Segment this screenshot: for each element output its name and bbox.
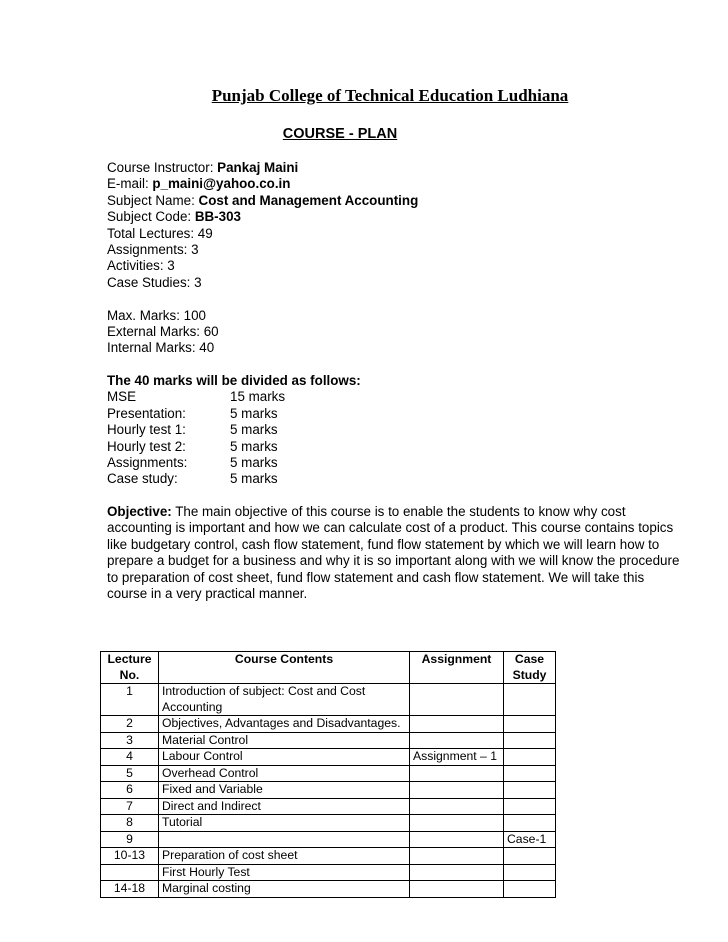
assignment-cell bbox=[410, 765, 504, 782]
subject-code-value: BB-303 bbox=[194, 209, 241, 225]
lecture-no: 8 bbox=[101, 815, 159, 832]
course-content: Introduction of subject: Cost and Cost Accounting bbox=[159, 684, 410, 716]
header-lecture-no: Lecture No. bbox=[101, 652, 159, 684]
assignments-count: Assignments: 3 bbox=[107, 241, 199, 257]
lecture-no: 9 bbox=[101, 831, 159, 848]
course-content: Labour Control bbox=[159, 749, 410, 766]
header-case-study: Case Study bbox=[504, 652, 556, 684]
objective-text: The main objective of this course is to enable the students to know why cost accounting is important and how we can calculate cost of a product. This course contains topics like budgetary control, cash flow statement, fund flow statement by which we will learn how to prepare a budget for a business and why it is so important along with we will know the procedure to preparation of cost sheet, fund flow statement and cash flow statement. We will take this course in a very practical manner. bbox=[107, 504, 680, 602]
table-header-row bbox=[101, 652, 556, 684]
table-row bbox=[101, 684, 556, 716]
marks-item-name: Hourly test 1: bbox=[107, 422, 186, 438]
marks-item-name: Presentation: bbox=[107, 405, 186, 421]
external-marks: External Marks: 60 bbox=[107, 323, 219, 339]
case-study-cell bbox=[504, 782, 556, 799]
table-row bbox=[101, 765, 556, 782]
marks-division-heading: The 40 marks will be divided as follows: bbox=[107, 373, 361, 389]
assignment-cell bbox=[410, 732, 504, 749]
table-row bbox=[101, 815, 556, 832]
case-study-cell bbox=[504, 765, 556, 782]
marks-item-name: Hourly test 2: bbox=[107, 438, 186, 454]
assignment-cell bbox=[410, 848, 504, 865]
assignment-cell bbox=[410, 881, 504, 898]
assignment-cell: Assignment – 1 bbox=[410, 749, 504, 766]
case-study-cell: Case-1 bbox=[504, 831, 556, 848]
objective-label: Objective: bbox=[107, 504, 172, 519]
course-plan-title: COURSE - PLAN bbox=[282, 126, 398, 142]
case-study-cell bbox=[504, 716, 556, 733]
marks-item-value: 5 marks bbox=[230, 455, 278, 471]
table-row bbox=[101, 864, 556, 881]
lecture-no bbox=[101, 864, 159, 881]
marks-item-value: 5 marks bbox=[230, 422, 278, 438]
internal-marks: Internal Marks: 40 bbox=[107, 340, 215, 356]
lecture-no: 1 bbox=[101, 684, 159, 716]
total-lectures: Total Lectures: 49 bbox=[107, 225, 213, 241]
lecture-no: 3 bbox=[101, 732, 159, 749]
marks-item bbox=[107, 389, 418, 405]
table-row bbox=[101, 749, 556, 766]
instructor-label: Course Instructor: bbox=[107, 160, 218, 175]
course-content: Marginal costing bbox=[159, 881, 410, 898]
email-value: p_maini@yahoo.co.in bbox=[152, 176, 291, 192]
lecture-no: 14-18 bbox=[101, 881, 159, 898]
marks-item bbox=[107, 406, 418, 422]
case-study-cell bbox=[504, 815, 556, 832]
email-label: E-mail: bbox=[107, 176, 153, 192]
marks-item bbox=[107, 455, 418, 471]
course-content: Objectives, Advantages and Disadvantages. bbox=[159, 716, 410, 733]
instructor-value: Pankaj Maini bbox=[217, 160, 299, 175]
course-content: Direct and Indirect bbox=[159, 798, 410, 815]
case-study-cell bbox=[504, 732, 556, 749]
marks-item-value: 15 marks bbox=[230, 389, 286, 405]
header-course-contents: Course Contents bbox=[159, 652, 410, 684]
course-plan-table bbox=[100, 651, 556, 898]
table-row bbox=[101, 848, 556, 865]
subject-code-label: Subject Code: bbox=[107, 209, 195, 225]
college-name: Punjab College of Technical Education Ludhiana bbox=[211, 86, 569, 105]
spacer bbox=[107, 291, 418, 307]
marks-item bbox=[107, 471, 418, 487]
lecture-no: 6 bbox=[101, 782, 159, 799]
lecture-no: 4 bbox=[101, 749, 159, 766]
case-study-cell bbox=[504, 684, 556, 716]
marks-item bbox=[107, 439, 418, 455]
assignment-cell bbox=[410, 782, 504, 799]
instructor-line bbox=[107, 160, 418, 176]
course-content: Fixed and Variable bbox=[159, 782, 410, 799]
case-study-cell bbox=[504, 881, 556, 898]
case-studies-count: Case Studies: 3 bbox=[107, 274, 202, 290]
course-content: First Hourly Test bbox=[159, 864, 410, 881]
marks-item-value: 5 marks bbox=[230, 405, 278, 421]
table-row bbox=[101, 732, 556, 749]
table-row bbox=[101, 716, 556, 733]
case-study-cell bbox=[504, 749, 556, 766]
assignment-cell bbox=[410, 831, 504, 848]
assignment-cell bbox=[410, 684, 504, 716]
objective-paragraph bbox=[107, 504, 687, 602]
marks-item-name: MSE bbox=[107, 389, 137, 405]
case-study-cell bbox=[504, 848, 556, 865]
spacer bbox=[107, 357, 418, 373]
lecture-no: 10-13 bbox=[101, 848, 159, 865]
marks-item-name: Case study: bbox=[107, 471, 178, 487]
assignment-cell bbox=[410, 798, 504, 815]
marks-item-name: Assignments: bbox=[107, 455, 188, 471]
case-study-cell bbox=[504, 864, 556, 881]
course-content: Material Control bbox=[159, 732, 410, 749]
lecture-no: 7 bbox=[101, 798, 159, 815]
header-assignment: Assignment bbox=[410, 652, 504, 684]
course-content bbox=[159, 831, 410, 848]
email-line bbox=[107, 176, 418, 192]
course-content: Overhead Control bbox=[159, 765, 410, 782]
assignment-cell bbox=[410, 716, 504, 733]
table-row bbox=[101, 782, 556, 799]
course-content: Tutorial bbox=[159, 815, 410, 832]
max-marks: Max. Marks: 100 bbox=[107, 307, 206, 323]
marks-item bbox=[107, 422, 418, 438]
assignment-cell bbox=[410, 815, 504, 832]
table-row bbox=[101, 831, 556, 848]
subject-name-label: Subject Name: bbox=[107, 192, 199, 208]
assignment-cell bbox=[410, 864, 504, 881]
lecture-no: 2 bbox=[101, 716, 159, 733]
subject-name-value: Cost and Management Accounting bbox=[198, 192, 419, 208]
table-row bbox=[101, 881, 556, 898]
marks-item-value: 5 marks bbox=[230, 438, 278, 454]
case-study-cell bbox=[504, 798, 556, 815]
subject-name-line bbox=[107, 193, 418, 209]
course-info bbox=[107, 160, 418, 488]
table-row bbox=[101, 798, 556, 815]
subject-code-line bbox=[107, 209, 418, 225]
lecture-no: 5 bbox=[101, 765, 159, 782]
course-content: Preparation of cost sheet bbox=[159, 848, 410, 865]
marks-item-value: 5 marks bbox=[230, 471, 278, 487]
activities-count: Activities: 3 bbox=[107, 258, 175, 274]
